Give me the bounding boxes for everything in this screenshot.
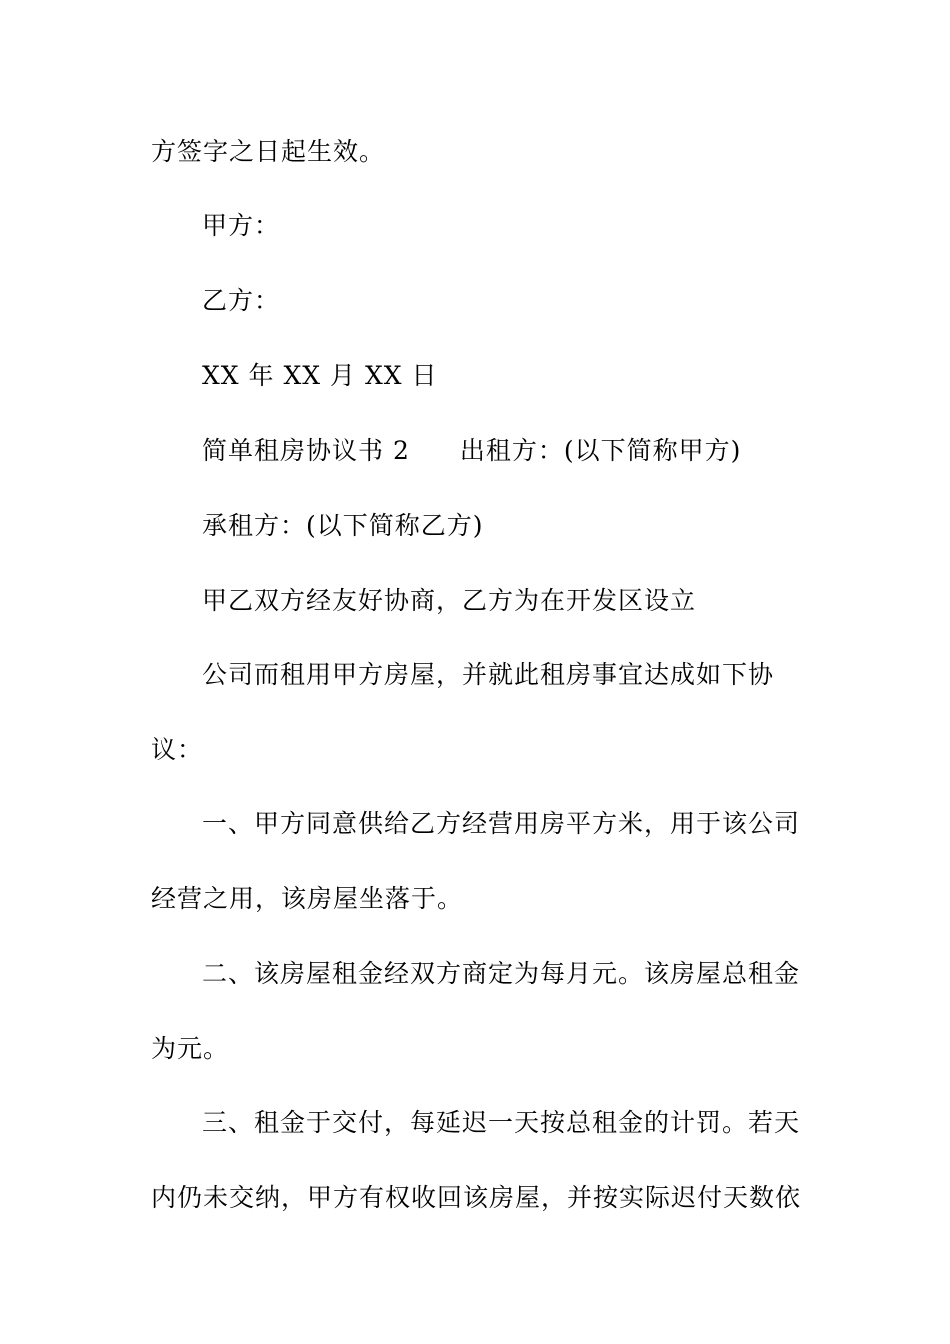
lessee-label: 承租方：(以下简称乙方) bbox=[202, 511, 484, 540]
text-line: 方签字之日起生效。 bbox=[151, 137, 386, 166]
clause-1: 一、甲方同意供给乙方经营用房平方米，用于该公司 bbox=[202, 809, 801, 838]
clause-2: 二、该房屋租金经双方商定为每月元。该房屋总租金 bbox=[202, 959, 801, 988]
agreement-title: 简单租房协议书 2 bbox=[202, 436, 410, 465]
text-line: 公司而租用甲方房屋，并就此租房事宜达成如下协 bbox=[202, 660, 775, 689]
agreement-title-line bbox=[202, 435, 741, 467]
text-line: 议： bbox=[151, 735, 204, 764]
party-b-label: 乙方： bbox=[202, 286, 281, 315]
clause-3: 三、租金于交付，每延迟一天按总租金的计罚。若天 bbox=[202, 1108, 801, 1137]
text-line: 经营之用，该房屋坐落于。 bbox=[151, 884, 464, 913]
party-a-label: 甲方： bbox=[202, 211, 281, 240]
text-line: 内仍未交纳，甲方有权收回该房屋，并按实际迟付天数依 bbox=[151, 1183, 802, 1212]
date-line: XX 年 XX 月 XX 日 bbox=[202, 361, 438, 390]
text-line: 甲乙双方经友好协商，乙方为在开发区设立 bbox=[202, 586, 697, 615]
lessor-label: 出租方：(以下简称甲方) bbox=[459, 436, 742, 465]
text-line: 为元。 bbox=[151, 1034, 230, 1063]
